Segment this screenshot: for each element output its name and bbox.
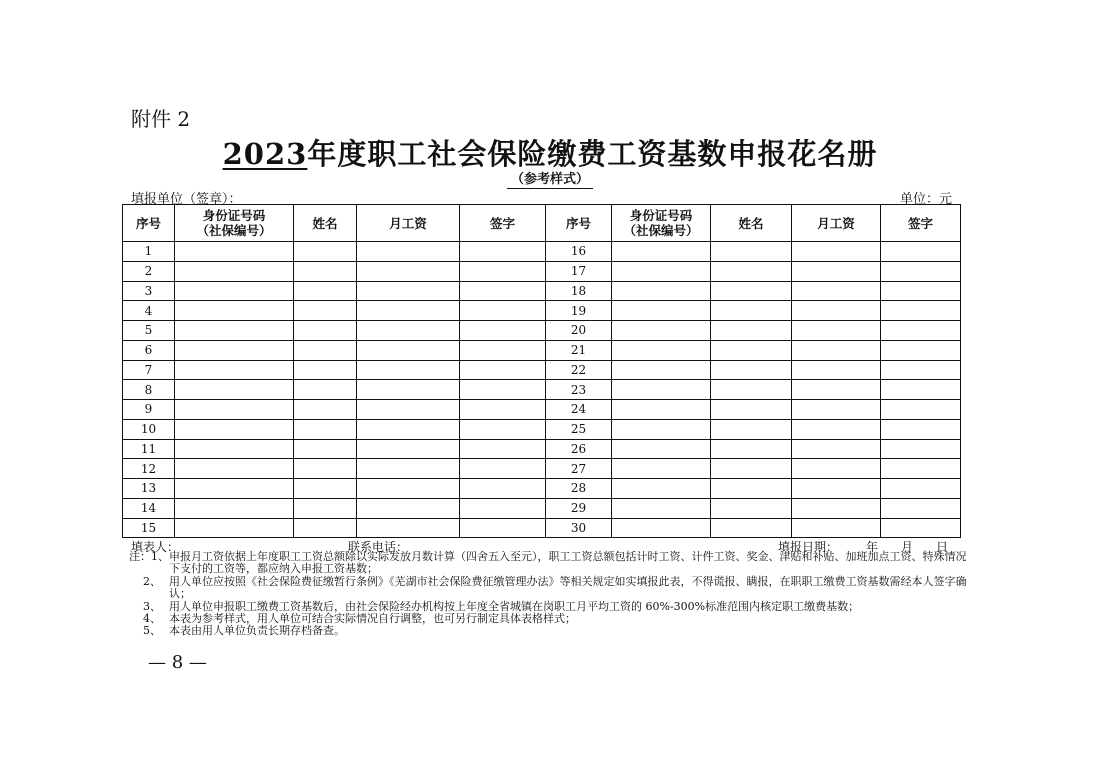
wage-cell[interactable] (792, 498, 881, 518)
page-title (0, 132, 1100, 173)
note-text: 用人单位应按照《社会保险费征缴暂行条例》《芜湖市社会保险费征缴管理办法》等相关规定如实填报此表，不得谎报、瞒报，在职职工缴费工资基数需经本人签字确认； (169, 574, 967, 601)
name-cell[interactable] (711, 261, 792, 281)
header-id-line1: 身份证号码 (202, 208, 266, 223)
row-seq-left: 3 (123, 281, 175, 301)
row-seq-right: 16 (546, 242, 612, 262)
header-sign: 签字 (881, 205, 961, 242)
table-row (123, 261, 961, 281)
id-cell[interactable] (175, 281, 294, 301)
row-seq-right: 18 (546, 281, 612, 301)
name-cell[interactable] (294, 479, 357, 499)
sign-cell[interactable] (460, 380, 546, 400)
date-day-label: 日 (936, 540, 949, 554)
id-cell[interactable] (612, 261, 711, 281)
row-seq-left: 2 (123, 261, 175, 281)
header-seq: 序号 (123, 205, 175, 242)
name-cell[interactable] (294, 360, 357, 380)
sign-cell[interactable] (460, 261, 546, 281)
row-seq-right: 29 (546, 498, 612, 518)
table-row (123, 242, 961, 262)
row-seq-left: 5 (123, 321, 175, 341)
sign-cell[interactable] (460, 242, 546, 262)
sign-cell[interactable] (881, 242, 961, 262)
subtitle-text: （参考样式） (507, 172, 593, 189)
sign-cell[interactable] (881, 281, 961, 301)
sign-cell[interactable] (460, 459, 546, 479)
wage-cell[interactable] (792, 419, 881, 439)
table-row (123, 360, 961, 380)
name-cell[interactable] (711, 419, 792, 439)
id-cell[interactable] (612, 518, 711, 538)
id-cell[interactable] (175, 380, 294, 400)
note-item (129, 551, 969, 576)
row-seq-right: 19 (546, 301, 612, 321)
wage-cell[interactable] (357, 321, 460, 341)
name-cell[interactable] (711, 439, 792, 459)
id-cell[interactable] (612, 360, 711, 380)
sign-cell[interactable] (460, 281, 546, 301)
wage-cell[interactable] (357, 360, 460, 380)
sign-cell[interactable] (881, 518, 961, 538)
header-wage: 月工资 (357, 205, 460, 242)
title-text: 年度职工社会保险缴费工资基数申报花名册 (307, 137, 878, 171)
wage-cell[interactable] (357, 281, 460, 301)
wage-cell[interactable] (792, 360, 881, 380)
note-prefix: 5、 (129, 624, 161, 638)
notes-block (129, 551, 969, 638)
sign-cell[interactable] (460, 498, 546, 518)
name-cell[interactable] (294, 518, 357, 538)
header-id-line1: 身份证号码 (629, 208, 693, 223)
date-year-label: 年 (866, 540, 879, 554)
name-cell[interactable] (294, 380, 357, 400)
name-cell[interactable] (294, 261, 357, 281)
wage-cell[interactable] (357, 518, 460, 538)
table-row (123, 419, 961, 439)
date-month-label: 月 (901, 540, 914, 554)
row-seq-left: 14 (123, 498, 175, 518)
table-row (123, 281, 961, 301)
name-cell[interactable] (711, 242, 792, 262)
note-text: 本表为参考样式，用人单位可结合实际情况自行调整，也可另行制定具体表格样式； (169, 612, 576, 626)
sign-cell[interactable] (881, 479, 961, 499)
row-seq-right: 30 (546, 518, 612, 538)
id-cell[interactable] (612, 439, 711, 459)
table-header-row (123, 205, 961, 242)
table-row (123, 321, 961, 341)
attachment-label: 附件 2 (131, 107, 191, 131)
row-seq-left: 9 (123, 400, 175, 420)
name-cell[interactable] (711, 380, 792, 400)
roster-table (122, 204, 961, 538)
row-seq-left: 12 (123, 459, 175, 479)
id-cell[interactable] (612, 498, 711, 518)
id-cell[interactable] (175, 498, 294, 518)
id-cell[interactable] (175, 419, 294, 439)
name-cell[interactable] (294, 242, 357, 262)
name-cell[interactable] (711, 498, 792, 518)
name-cell[interactable] (294, 340, 357, 360)
id-cell[interactable] (175, 261, 294, 281)
note-text: 用人单位申报职工缴费工资基数后，由社会保险经办机构按上年度全省城镇在岗职工月平均工资的 60%-300%标准范围内核定职工缴费基数； (169, 599, 860, 613)
table-row (123, 439, 961, 459)
wage-cell[interactable] (357, 400, 460, 420)
table-row (123, 340, 961, 360)
row-seq-left: 4 (123, 301, 175, 321)
sign-cell[interactable] (881, 419, 961, 439)
row-seq-left: 8 (123, 380, 175, 400)
note-prefix: 3、 (129, 599, 161, 613)
sign-cell[interactable] (881, 439, 961, 459)
id-cell[interactable] (175, 321, 294, 341)
name-cell[interactable] (711, 360, 792, 380)
title-year: 2023 (222, 137, 308, 171)
row-seq-right: 23 (546, 380, 612, 400)
wage-cell[interactable] (792, 518, 881, 538)
wage-cell[interactable] (357, 380, 460, 400)
row-seq-right: 28 (546, 479, 612, 499)
header-id-line2: （社保编号） (623, 223, 699, 238)
id-cell[interactable] (612, 281, 711, 301)
wage-cell[interactable] (792, 261, 881, 281)
table-row (123, 400, 961, 420)
name-cell[interactable] (294, 459, 357, 479)
id-cell[interactable] (612, 419, 711, 439)
id-cell[interactable] (175, 360, 294, 380)
wage-cell[interactable] (357, 439, 460, 459)
name-cell[interactable] (294, 301, 357, 321)
table-row (123, 518, 961, 538)
name-cell[interactable] (711, 321, 792, 341)
row-seq-right: 21 (546, 340, 612, 360)
wage-cell[interactable] (357, 459, 460, 479)
id-cell[interactable] (612, 321, 711, 341)
table-row (123, 380, 961, 400)
row-seq-left: 13 (123, 479, 175, 499)
row-seq-right: 25 (546, 419, 612, 439)
header-name: 姓名 (711, 205, 792, 242)
page-number: — 8 — (148, 652, 207, 673)
sign-cell[interactable] (460, 479, 546, 499)
header-sign: 签字 (460, 205, 546, 242)
name-cell[interactable] (711, 459, 792, 479)
unit-label: 单位：元 (900, 192, 953, 207)
wage-cell[interactable] (792, 321, 881, 341)
row-seq-right: 27 (546, 459, 612, 479)
table-row (123, 301, 961, 321)
row-seq-left: 6 (123, 340, 175, 360)
row-seq-right: 20 (546, 321, 612, 341)
sign-cell[interactable] (881, 498, 961, 518)
sign-cell[interactable] (460, 321, 546, 341)
sign-cell[interactable] (881, 321, 961, 341)
wage-cell[interactable] (792, 380, 881, 400)
name-cell[interactable] (294, 281, 357, 301)
note-prefix: 4、 (129, 612, 161, 626)
filler-unit-label: 填报单位（签章）： (131, 192, 242, 207)
wage-cell[interactable] (792, 301, 881, 321)
sign-cell[interactable] (881, 261, 961, 281)
id-cell[interactable] (612, 400, 711, 420)
table-row (123, 479, 961, 499)
wage-cell[interactable] (792, 242, 881, 262)
id-cell[interactable] (175, 242, 294, 262)
wage-cell[interactable] (357, 261, 460, 281)
sign-cell[interactable] (460, 360, 546, 380)
report-date-label: 填报日期： (778, 540, 839, 554)
id-cell[interactable] (612, 242, 711, 262)
sign-cell[interactable] (881, 380, 961, 400)
note-item (129, 576, 969, 601)
filler-person-label: 填表人： (131, 540, 180, 554)
row-seq-right: 17 (546, 261, 612, 281)
sign-cell[interactable] (460, 439, 546, 459)
wage-cell[interactable] (792, 281, 881, 301)
subtitle (0, 168, 1100, 187)
row-seq-right: 26 (546, 439, 612, 459)
table-row (123, 498, 961, 518)
header-id-line2: （社保编号） (196, 223, 272, 238)
id-cell[interactable] (175, 518, 294, 538)
note-item (129, 625, 969, 637)
wage-cell[interactable] (357, 498, 460, 518)
id-cell[interactable] (612, 380, 711, 400)
sign-cell[interactable] (881, 301, 961, 321)
sign-cell[interactable] (881, 459, 961, 479)
wage-cell[interactable] (792, 400, 881, 420)
row-seq-left: 10 (123, 419, 175, 439)
sign-cell[interactable] (881, 400, 961, 420)
id-cell[interactable] (175, 459, 294, 479)
id-cell[interactable] (612, 301, 711, 321)
id-cell[interactable] (612, 479, 711, 499)
wage-cell[interactable] (792, 340, 881, 360)
name-cell[interactable] (294, 419, 357, 439)
wage-cell[interactable] (792, 439, 881, 459)
sign-cell[interactable] (460, 400, 546, 420)
wage-cell[interactable] (792, 479, 881, 499)
name-cell[interactable] (294, 498, 357, 518)
wage-cell[interactable] (357, 242, 460, 262)
name-cell[interactable] (711, 340, 792, 360)
note-prefix: 2、 (129, 574, 161, 588)
name-cell[interactable] (294, 321, 357, 341)
sign-cell[interactable] (460, 518, 546, 538)
name-cell[interactable] (711, 518, 792, 538)
sign-cell[interactable] (460, 340, 546, 360)
sign-cell[interactable] (460, 301, 546, 321)
header-id (612, 205, 711, 242)
name-cell[interactable] (711, 301, 792, 321)
id-cell[interactable] (175, 301, 294, 321)
header-wage: 月工资 (792, 205, 881, 242)
row-seq-left: 11 (123, 439, 175, 459)
name-cell[interactable] (711, 479, 792, 499)
id-cell[interactable] (612, 340, 711, 360)
contact-phone-label: 联系电话： (348, 540, 409, 554)
id-cell[interactable] (612, 459, 711, 479)
wage-cell[interactable] (357, 340, 460, 360)
sign-cell[interactable] (881, 360, 961, 380)
note-text: 本表由用人单位负责长期存档备查。 (169, 624, 345, 638)
wage-cell[interactable] (357, 479, 460, 499)
sign-cell[interactable] (460, 419, 546, 439)
sign-cell[interactable] (881, 340, 961, 360)
id-cell[interactable] (175, 400, 294, 420)
row-seq-right: 22 (546, 360, 612, 380)
wage-cell[interactable] (357, 301, 460, 321)
id-cell[interactable] (175, 340, 294, 360)
row-seq-left: 1 (123, 242, 175, 262)
row-seq-right: 24 (546, 400, 612, 420)
row-seq-left: 7 (123, 360, 175, 380)
wage-cell[interactable] (357, 419, 460, 439)
name-cell[interactable] (294, 400, 357, 420)
name-cell[interactable] (711, 400, 792, 420)
header-name: 姓名 (294, 205, 357, 242)
note-text: 申报月工资依据上年度职工工资总额除以实际发放月数计算（四舍五入至元），职工工资总额包括计时工资、计件工资、奖金、津贴和补贴、加班加点工资、特殊情况下支付的工资等，都应纳入申报工资基数； (169, 550, 967, 576)
header-id (175, 205, 294, 242)
name-cell[interactable] (294, 439, 357, 459)
wage-cell[interactable] (792, 459, 881, 479)
id-cell[interactable] (175, 439, 294, 459)
id-cell[interactable] (175, 479, 294, 499)
table-row (123, 459, 961, 479)
note-prefix: 注：1、 (129, 550, 169, 563)
header-seq: 序号 (546, 205, 612, 242)
name-cell[interactable] (711, 281, 792, 301)
row-seq-left: 15 (123, 518, 175, 538)
